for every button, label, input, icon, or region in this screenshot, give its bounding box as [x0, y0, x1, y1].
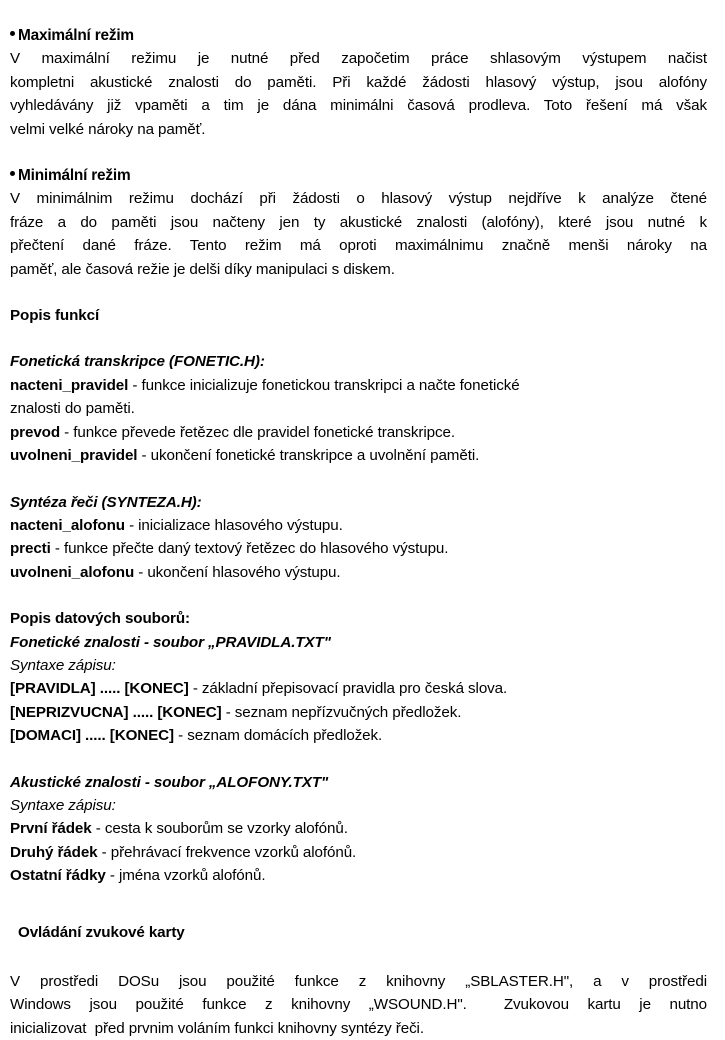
spacer [10, 327, 707, 350]
function-name: uvolneni_alofonu [10, 563, 135, 581]
paragraph-ovladani-zvukove-karty [10, 970, 707, 1040]
paragraph-minimal-mode [10, 187, 707, 281]
paragraph-line: V prostředi DOSu jsou použité funkce z knihovny „SBLASTER.H", a v prostředi [10, 973, 707, 990]
file-entry [10, 864, 707, 887]
file-entry [10, 817, 707, 840]
heading-minimal-mode-label: Minimální režim [18, 167, 131, 185]
paragraph-line: paměť, ale časová režie je delši díky manipulaci s diskem. [10, 260, 395, 278]
function-entry [10, 514, 707, 537]
file-entry-desc: - přehrávací frekvence vzorků alofónů. [97, 843, 357, 861]
heading-file-pravidla: Fonetické znalosti - soubor „PRAVIDLA.TXT" [10, 633, 331, 651]
bullet-dot-icon [10, 31, 15, 36]
function-entry [10, 374, 707, 397]
label-syntaxe-zapisu: Syntaxe zápisu: [10, 656, 116, 674]
spacer [10, 281, 707, 304]
function-entry [10, 561, 707, 584]
heading-fonetic-transkripce: Fonetická transkripce (FONETIC.H): [10, 353, 265, 371]
heading-maximal-mode-label: Maximální režim [18, 27, 134, 44]
label-syntaxe-zapisu: Syntaxe zápisu: [10, 796, 116, 814]
file-entry [10, 841, 707, 864]
spacer [10, 584, 707, 607]
file-entry-key: První řádek [10, 820, 92, 838]
paragraph-line: vyhledávány již vpaměti a tim je dána minimálni časová prodleva. Toto řešení má však [10, 97, 707, 115]
paragraph-line: inicializovat před prvnim voláním funkci knihovny syntézy řeči. [10, 1019, 424, 1037]
heading-file-alofony: Akustické znalosti - soubor „ALOFONY.TXT" [10, 773, 329, 791]
paragraph-line: V minimálnim režimu dochází při žádosti o hlasový výstup nejdříve k analýze čtené [10, 190, 707, 208]
heading-popis-datovych-souboru: Popis datových souborů: [10, 610, 190, 628]
function-description: - funkce převede řetězec dle pravidel fonetické transkripce. [60, 423, 455, 441]
function-entry [10, 444, 707, 467]
spacer [10, 141, 707, 164]
paragraph-line: přečtení dané fráze. Tento režim má oproti maximálnimu značně menši nároky na [10, 237, 707, 255]
function-description: - funkce přečte daný textový řetězec do hlasového výstupu. [50, 540, 449, 558]
function-name: prevod [10, 423, 61, 441]
file-entry-key: Druhý řádek [10, 843, 98, 861]
bullet-dot-icon [10, 171, 15, 176]
paragraph-line: velmi velké nároky na paměť. [10, 120, 206, 138]
function-name: nacteni_alofonu [10, 516, 125, 534]
document-body [10, 24, 707, 1040]
file-entry [10, 701, 707, 724]
spacer [10, 888, 707, 921]
file-entry-key: [PRAVIDLA] ..... [KONEC] [10, 680, 189, 698]
function-description: - ukončení hlasového výstupu. [134, 563, 341, 581]
file-entry-desc: - seznam nepřízvučných předložek. [221, 703, 462, 721]
function-name: uvolneni_pravidel [10, 447, 138, 465]
function-description: - ukončení fonetické transkripce a uvolnění paměti. [137, 447, 480, 465]
heading-minimal-mode [10, 164, 707, 187]
file-entry [10, 677, 707, 700]
spacer [10, 468, 707, 491]
heading-maximal-mode [10, 24, 707, 47]
function-name: nacteni_pravidel [10, 376, 129, 394]
function-entry [10, 421, 707, 444]
function-name: precti [10, 540, 51, 558]
heading-popis-funkci: Popis funkcí [10, 307, 100, 325]
paragraph-line: kompletni akustické znalosti do paměti. Při každé žádosti hlasový výstup, jsou alofóny [10, 73, 707, 91]
function-description-continuation: znalosti do paměti. [10, 400, 135, 418]
function-entry [10, 537, 707, 560]
heading-synteza-reci: Syntéza řeči (SYNTEZA.H): [10, 493, 202, 511]
heading-ovladani-zvukove-karty: Ovládání zvukové karty [18, 923, 185, 941]
paragraph-line: fráze a do paměti jsou načteny jen ty akustické znalosti (alofóny), které jsou nutné k [10, 213, 707, 231]
function-description: - inicializace hlasového výstupu. [124, 516, 343, 534]
file-entry [10, 724, 707, 747]
paragraph-line: Windows jsou použité funkce z knihovny „WSOUND.H". Zvukovou kartu je nutno [10, 996, 707, 1014]
paragraph-maximal-mode [10, 47, 707, 141]
file-entry-desc: - seznam domácích předložek. [174, 727, 383, 745]
file-entry-key: Ostatní řádky [10, 867, 106, 885]
file-entry-key: [DOMACI] ..... [KONEC] [10, 727, 175, 745]
file-entry-desc: - jména vzorků alofónů. [105, 867, 266, 885]
file-entry-desc: - základní přepisovací pravidla pro česká slova. [188, 680, 508, 698]
spacer [10, 748, 707, 771]
function-description: - funkce inicializuje fonetickou transkripci a načte fonetické [128, 376, 520, 394]
paragraph-line: V maximální režimu je nutné před započetim práce shlasovým výstupem načist [10, 50, 707, 68]
file-entry-key: [NEPRIZVUCNA] ..... [KONEC] [10, 703, 222, 721]
file-entry-desc: - cesta k souborům se vzorky alofónů. [91, 820, 348, 838]
